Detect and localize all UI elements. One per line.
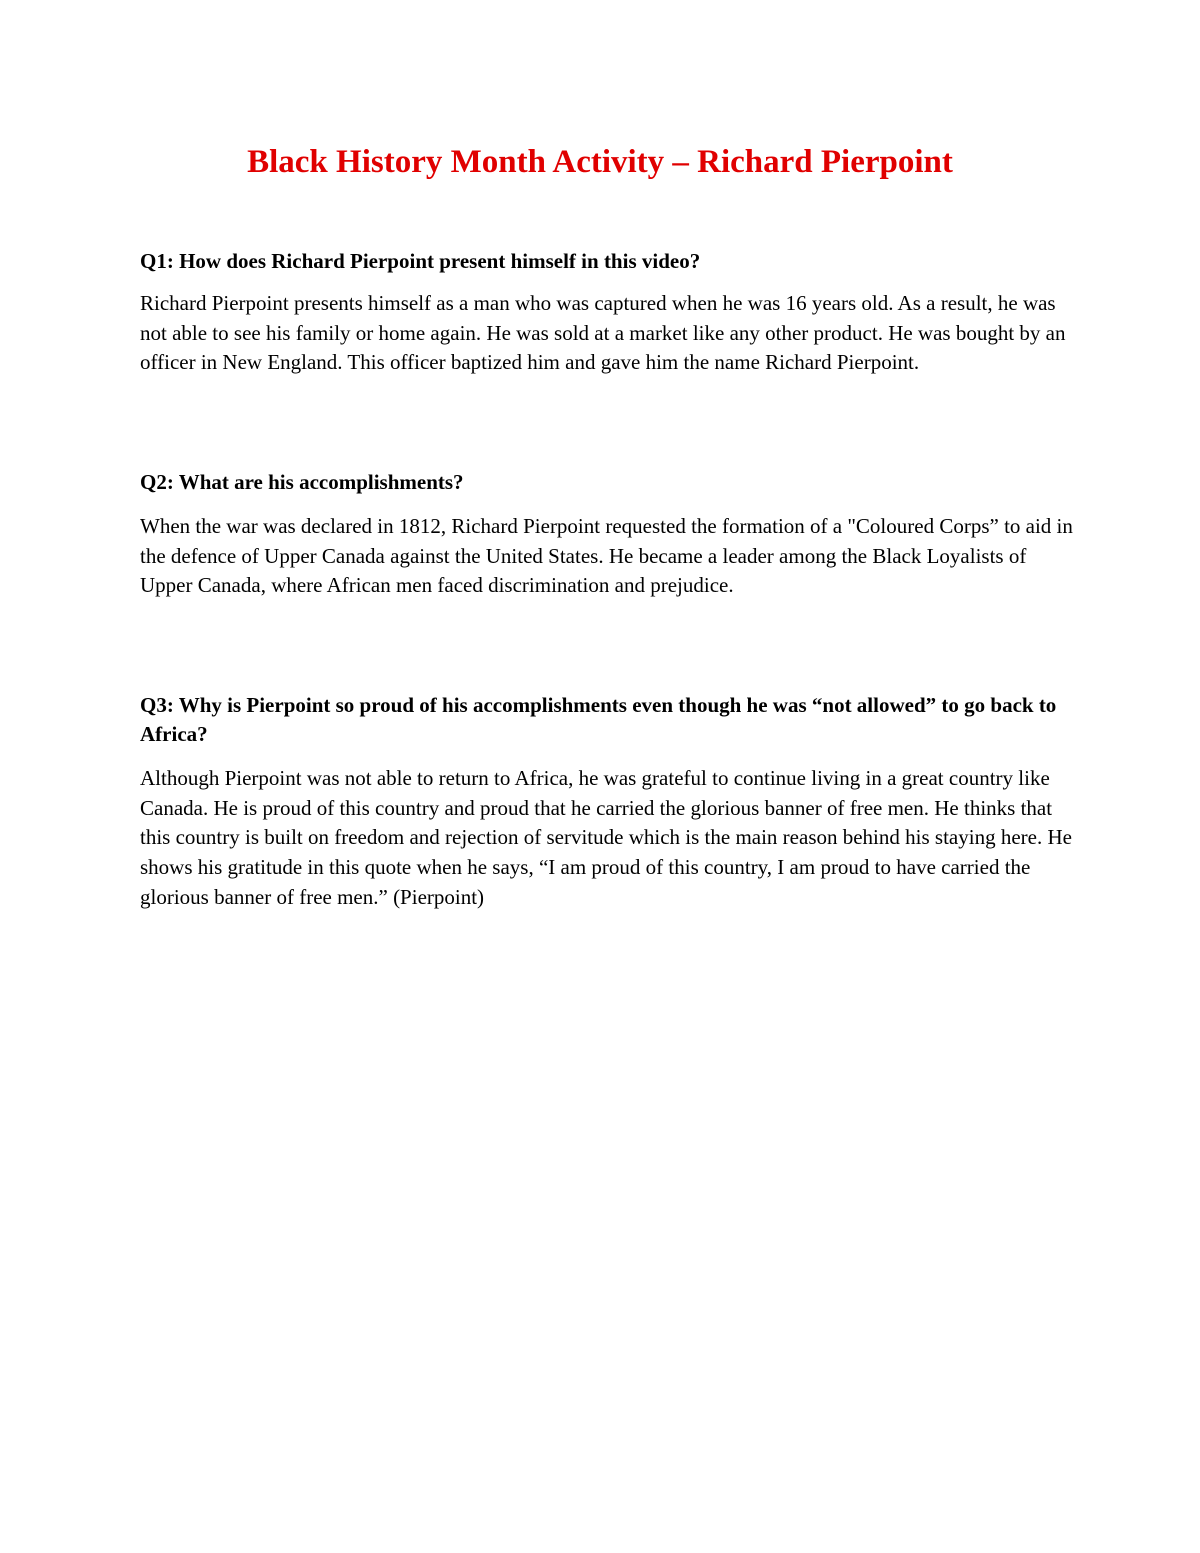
question-1: Q1: How does Richard Pierpoint present himself in this video? [140, 249, 701, 273]
answer-2: When the war was declared in 1812, Richard Pierpoint requested the formation of a "Coloured Corps” to aid in the defence of Upper Canada against the United States. He became a leader among the Black Loyalists of Upper Canada, where African men faced discrimination and prejudice. [140, 514, 1073, 598]
answer-3: Although Pierpoint was not able to return to Africa, he was grateful to continue living in a great country like Canada. He is proud of this country and proud that he carried the glorious banner of free men. He thinks that this country is built on freedom and rejection of servitude which is the main reason behind his staying here. He shows his gratitude in this quote when he says, “I am proud of this country, I am proud to have carried the glorious banner of free men.” (Pierpoint) [140, 766, 1072, 909]
answer-1: Richard Pierpoint presents himself as a man who was captured when he was 16 years old. As a result, he was not able to see his family or home again. He was sold at a market like any other product. He was bought by an officer in New England. This officer baptized him and gave him the name Richard Pierpoint. [140, 291, 1066, 375]
question-3: Q3: Why is Pierpoint so proud of his accomplishments even though he was “not allowed” to go back to Africa? [140, 693, 1057, 746]
document-title: Black History Month Activity – Richard Pierpoint [247, 144, 953, 180]
question-2: Q2: What are his accomplishments? [140, 470, 464, 494]
